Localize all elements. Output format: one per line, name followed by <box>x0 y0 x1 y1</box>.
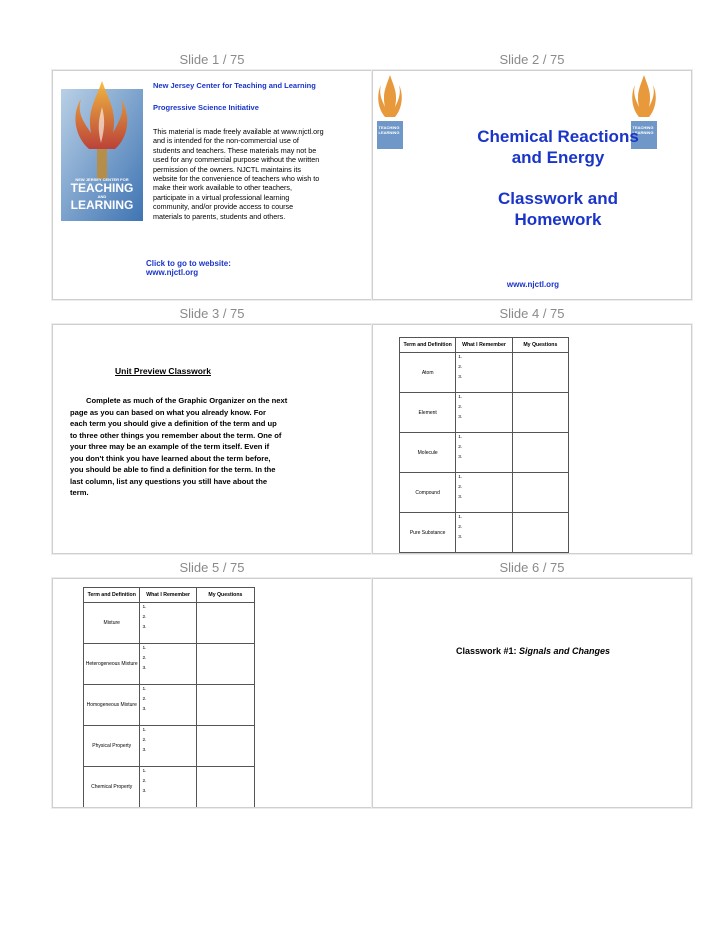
graphic-organizer-table <box>83 587 255 808</box>
column-header: My Questions <box>512 338 568 353</box>
table-row[interactable]: Homogeneous Mixture 1. 2. 3. <box>84 685 255 726</box>
slide-label-3: Slide 3 / 75 <box>179 306 245 321</box>
slide-6[interactable] <box>372 578 692 808</box>
title: Chemical Reactions and Energy <box>477 127 639 167</box>
column-header: What I Remember <box>140 588 196 603</box>
slide-label-5: Slide 5 / 75 <box>179 560 245 575</box>
column-header: Term and Definition <box>400 338 456 353</box>
graphic-organizer-table <box>399 337 569 553</box>
slide-3[interactable] <box>52 324 372 554</box>
table-row[interactable]: Atom 1. 2. 3. <box>400 353 569 393</box>
logo-text: NEW JERSEY CENTER FOR TEACHING AND LEARNING <box>70 177 134 212</box>
org-name: New Jersey Center for Teaching and Learning <box>153 81 316 90</box>
slide-label-6: Slide 6 / 75 <box>499 560 565 575</box>
table-row[interactable]: Mixture 1. 2. 3. <box>84 603 255 644</box>
slide-5[interactable] <box>52 578 372 808</box>
logo-text-right: TEACHING LEARNING <box>632 125 654 135</box>
slide-2[interactable] <box>372 70 692 300</box>
table-row[interactable]: Compound 1. 2. 3. <box>400 473 569 513</box>
column-header: Term and Definition <box>84 588 140 603</box>
slide-label-2: Slide 2 / 75 <box>499 52 565 67</box>
logo-text-left: TEACHING LEARNING <box>378 125 400 135</box>
table-row[interactable]: Pure Substance 1. 2. 3. <box>400 513 569 553</box>
subtitle: Classwork and Homework <box>498 189 618 229</box>
table-row[interactable]: Element 1. 2. 3. <box>400 393 569 433</box>
classwork-title: Classwork #1: Signals and Changes <box>455 646 611 656</box>
column-header: My Questions <box>196 588 254 603</box>
usage-notice: This material is made freely available at www.njctl.org and is intended for the non-commercial use of students and teachers. These materials may not be used for any commercial purpose without the written permission of the owners. NJCTL maintains its website for the convenience of teachers who wish to make their work available to other teachers, participate in a virtual professional learning community, and/or provide access to course materials to parents, students and others. <box>153 127 324 221</box>
table-row[interactable]: Heterogeneous Mixture 1. 2. 3. <box>84 644 255 685</box>
initiative-name: Progressive Science Initiative <box>153 103 259 112</box>
website-link[interactable]: Click to go to website: www.njctl.org <box>146 259 231 277</box>
unit-preview-heading: Unit Preview Classwork <box>115 366 211 376</box>
table-row[interactable]: Chemical Property 1. 2. 3. <box>84 767 255 808</box>
slide-label-1: Slide 1 / 75 <box>179 52 245 67</box>
website-link[interactable]: www.njctl.org <box>506 280 560 289</box>
column-header: What I Remember <box>456 338 512 353</box>
table-row[interactable]: Physical Property 1. 2. 3. <box>84 726 255 767</box>
njctl-logo-icon <box>375 73 405 153</box>
slide-label-4: Slide 4 / 75 <box>499 306 565 321</box>
table-row[interactable]: Molecule 1. 2. 3. <box>400 433 569 473</box>
slide-4[interactable] <box>372 324 692 554</box>
slide-1[interactable] <box>52 70 372 300</box>
instructions: Complete as much of the Graphic Organizer on the next page as you can based on what you already know. For each term you should give a definition of the term and up to three other things you remember about the term. One of your three may be an example of the term itself. Even if you don't think you have learned about the term before, you should be able to find a definition for the term. In the last column, list any questions you still have about the term. <box>70 396 288 497</box>
